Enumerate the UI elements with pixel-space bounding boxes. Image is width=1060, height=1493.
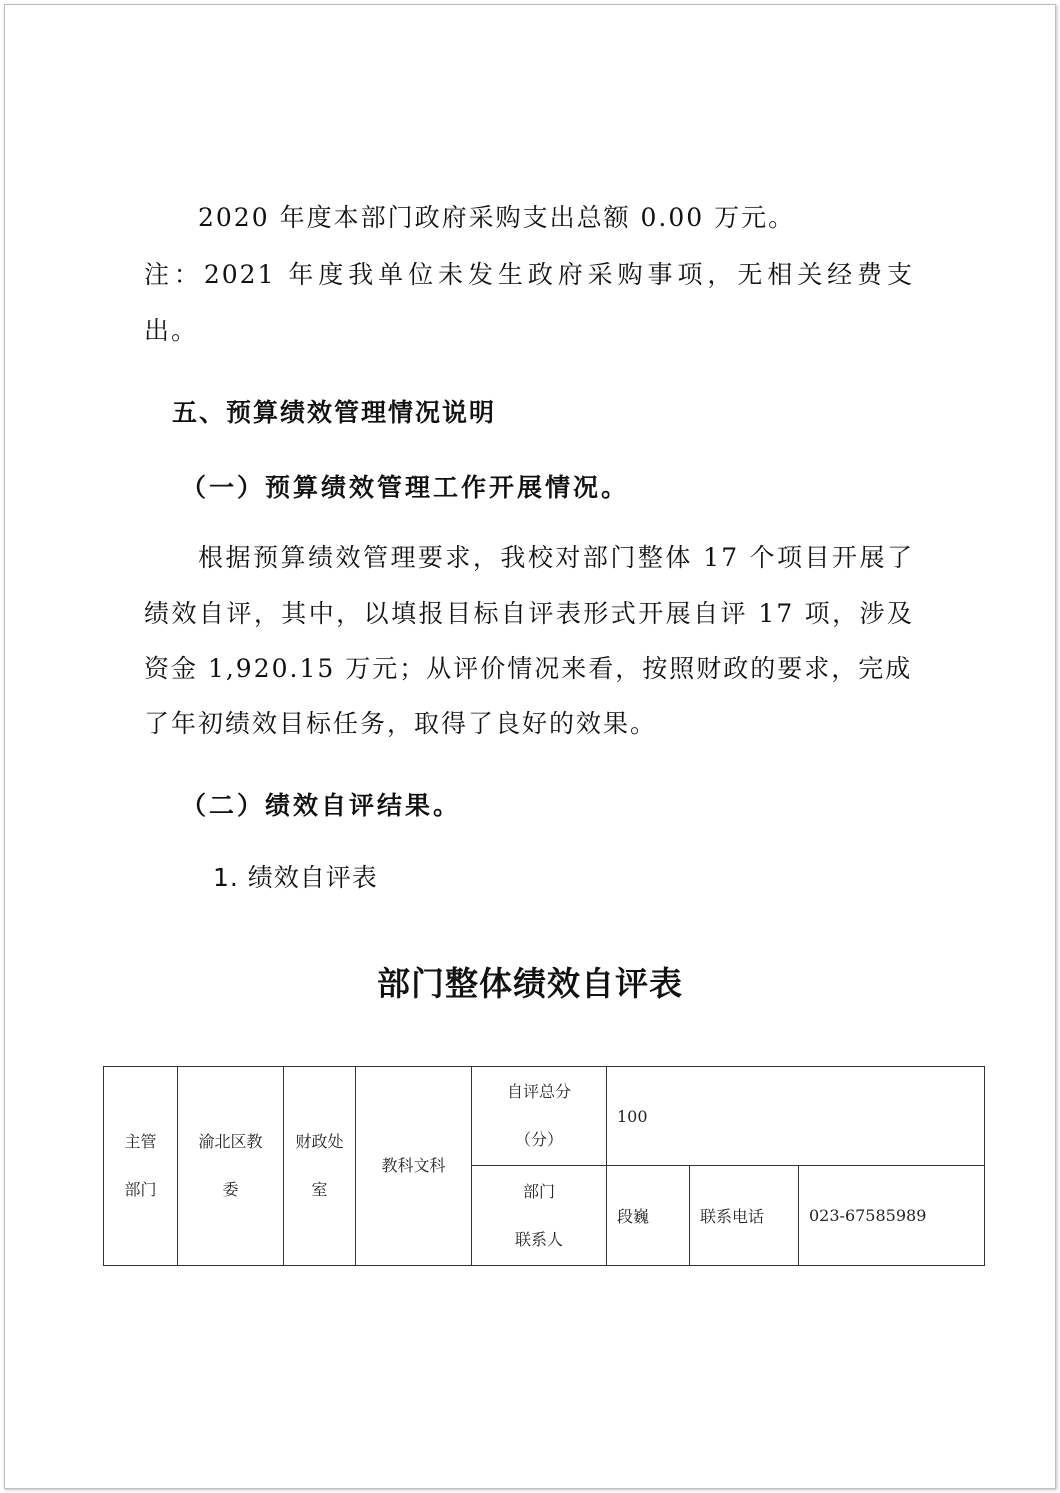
subsection-heading-2: （二）绩效自评结果。 (181, 791, 462, 820)
contact-label-line2: 联系人 (514, 1229, 563, 1249)
dept-label-line2: 部门 (124, 1180, 157, 1199)
office-line2: 室 (311, 1180, 328, 1199)
contact-name-cell: 段巍 (607, 1166, 690, 1266)
office-cell (284, 1067, 356, 1266)
dept-label-cell (104, 1067, 178, 1266)
paragraph-performance-line1: 根据预算绩效管理要求，我校对部门整体 17 个项目开展了 (198, 543, 914, 572)
score-label-line1: 自评总分 (506, 1082, 571, 1101)
dept-value-cell (178, 1067, 284, 1266)
paragraph-procurement-2020: 2020 年度本部门政府采购支出总额 0.00 万元。 (198, 203, 796, 232)
evaluation-table (103, 1066, 985, 1266)
score-label-line2: （分） (514, 1130, 563, 1149)
contact-label-cell (472, 1166, 607, 1266)
office-line1: 财政处 (295, 1132, 344, 1151)
section-cell: 教科文科 (356, 1067, 472, 1266)
dept-value-line1: 渝北区教 (198, 1132, 263, 1151)
paragraph-note-line2: 出。 (144, 316, 199, 345)
score-label-cell (472, 1067, 607, 1166)
paragraph-performance-line4: 了年初绩效目标任务，取得了良好的效果。 (144, 709, 658, 738)
dept-value-line2: 委 (222, 1180, 239, 1199)
table-title: 部门整体绩效自评表 (377, 964, 683, 1003)
phone-label-cell: 联系电话 (690, 1166, 799, 1266)
paragraph-performance-line2: 绩效自评，其中，以填报目标自评表形式开展自评 17 项，涉及 (144, 599, 914, 628)
dept-label-line1: 主管 (124, 1132, 157, 1151)
score-value-cell: 100 (607, 1067, 985, 1166)
paragraph-note-line1: 注：2021 年度我单位未发生政府采购事项，无相关经费支 (144, 260, 914, 289)
paragraph-performance-line3: 资金 1,920.15 万元；从评价情况来看，按照财政的要求，完成 (144, 654, 913, 683)
section-heading-5: 五、预算绩效管理情况说明 (172, 398, 497, 427)
subsection-heading-1: （一）预算绩效管理工作开展情况。 (181, 473, 630, 502)
item-heading-1: 1. 绩效自评表 (213, 863, 378, 892)
contact-label-line1: 部门 (522, 1181, 555, 1201)
phone-value-cell: 023-67585989 (799, 1166, 985, 1266)
